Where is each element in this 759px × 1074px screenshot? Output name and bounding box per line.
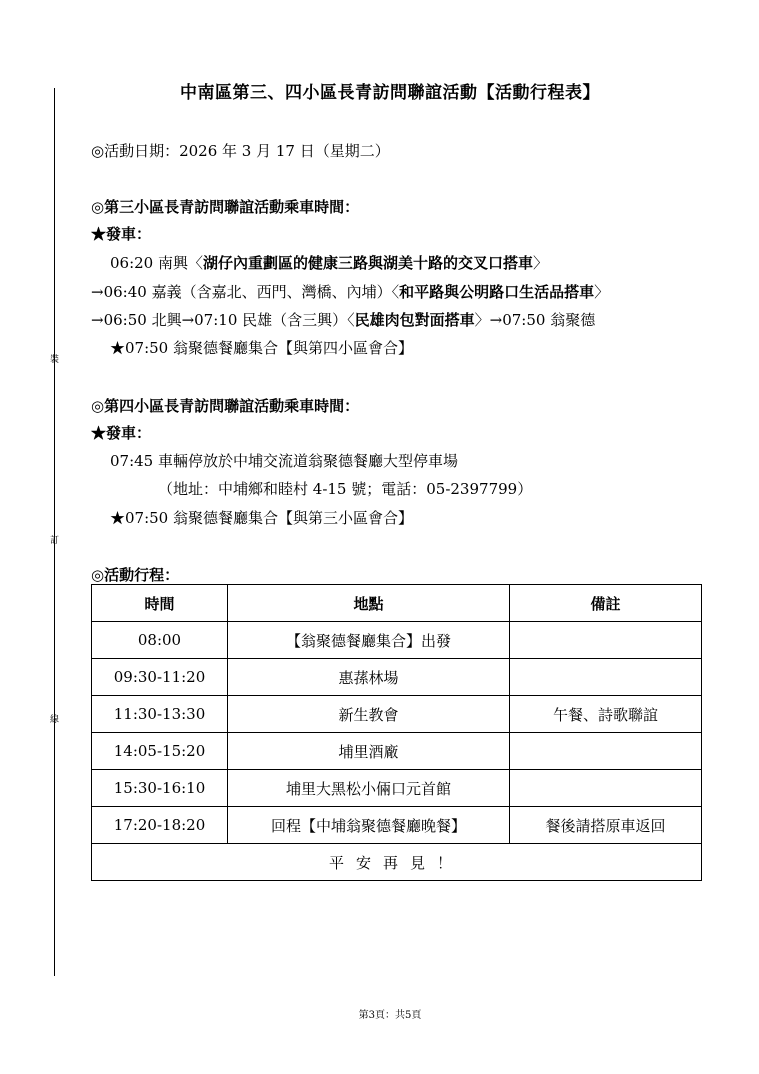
row-time: 15:30-16:10 bbox=[92, 770, 228, 807]
row-time: 08:00 bbox=[92, 622, 228, 659]
binding-line bbox=[54, 88, 55, 976]
schedule-heading: ◎活動行程： bbox=[91, 566, 180, 584]
binding-mark-xian: 線 bbox=[50, 715, 60, 725]
table-row bbox=[92, 807, 702, 844]
stop3-time-place: →06:50 北興→07:10 民雄（含三興）〈 bbox=[91, 311, 355, 329]
row-place: 埔里酒廠 bbox=[228, 733, 510, 770]
stop2-end: 〉 bbox=[594, 283, 610, 301]
section3-depart-label: ★發車： bbox=[91, 225, 152, 243]
stop3-pickup-point: 民雄肉包對面搭車 bbox=[354, 311, 475, 329]
row-place: 埔里大黑松小倆口元首館 bbox=[228, 770, 510, 807]
stop1-pickup-point: 湖仔內重劃區的健康三路與湖美十路的交叉口搭車 bbox=[203, 254, 534, 272]
row-notes bbox=[510, 733, 702, 770]
section3-heading: ◎第三小區長青訪問聯誼活動乘車時間： bbox=[91, 198, 360, 216]
row-notes bbox=[510, 770, 702, 807]
binding-mark-ding: 訂 bbox=[50, 536, 60, 546]
row-place: 新生教會 bbox=[228, 696, 510, 733]
table-footer-row bbox=[92, 844, 702, 881]
stop3-end: 〉→07:50 翁聚德 bbox=[474, 311, 596, 329]
row-notes: 午餐、詩歌聯誼 bbox=[510, 696, 702, 733]
table-row bbox=[92, 659, 702, 696]
section4-gather: ★07:50 翁聚德餐廳集合【與第三小區會合】 bbox=[110, 509, 413, 527]
section3-stop-2 bbox=[91, 282, 609, 302]
stop1-time-place: 06:20 南興〈 bbox=[110, 254, 203, 272]
section4-stop-1: 07:45 車輛停放於中埔交流道翁聚德餐廳大型停車場 bbox=[110, 452, 458, 470]
header-notes: 備註 bbox=[510, 585, 702, 622]
header-place: 地點 bbox=[228, 585, 510, 622]
table-header-row bbox=[92, 585, 702, 622]
row-time: 11:30-13:30 bbox=[92, 696, 228, 733]
page-number: 第3頁：共5頁 bbox=[358, 1010, 422, 1021]
section4-address: （地址：中埔鄉和睦村 4-15 號；電話：05-2397799） bbox=[158, 480, 533, 498]
row-place: 惠蓀林場 bbox=[228, 659, 510, 696]
row-time: 14:05-15:20 bbox=[92, 733, 228, 770]
activity-date: ◎活動日期：2026 年 3 月 17 日（星期二） bbox=[91, 142, 390, 160]
section4-depart-label: ★發車： bbox=[91, 424, 152, 442]
section3-gather: ★07:50 翁聚德餐廳集合【與第四小區會合】 bbox=[110, 339, 413, 357]
row-notes: 餐後請搭原車返回 bbox=[510, 807, 702, 844]
row-time: 09:30-11:20 bbox=[92, 659, 228, 696]
row-notes bbox=[510, 622, 702, 659]
table-row bbox=[92, 696, 702, 733]
binding-mark-zhuang: 裝 bbox=[50, 355, 60, 365]
row-place: 【翁聚德餐廳集合】出發 bbox=[228, 622, 510, 659]
document-title: 中南區第三、四小區長青訪問聯誼活動【活動行程表】 bbox=[180, 83, 600, 103]
section4-heading: ◎第四小區長青訪問聯誼活動乘車時間： bbox=[91, 397, 360, 415]
farewell-message: 平安再見！ bbox=[92, 844, 702, 881]
section3-stop-3 bbox=[91, 310, 595, 330]
stop2-time-place: →06:40 嘉義（含嘉北、西門、灣橋、內埔）〈 bbox=[91, 283, 400, 301]
section3-stop-1 bbox=[110, 253, 548, 273]
table-row bbox=[92, 770, 702, 807]
schedule-table bbox=[91, 584, 702, 881]
row-place: 回程【中埔翁聚德餐廳晚餐】 bbox=[228, 807, 510, 844]
row-notes bbox=[510, 659, 702, 696]
stop2-pickup-point: 和平路與公明路口生活品搭車 bbox=[399, 283, 595, 301]
table-row bbox=[92, 733, 702, 770]
table-row bbox=[92, 622, 702, 659]
header-time: 時間 bbox=[92, 585, 228, 622]
stop1-end: 〉 bbox=[533, 254, 549, 272]
row-time: 17:20-18:20 bbox=[92, 807, 228, 844]
